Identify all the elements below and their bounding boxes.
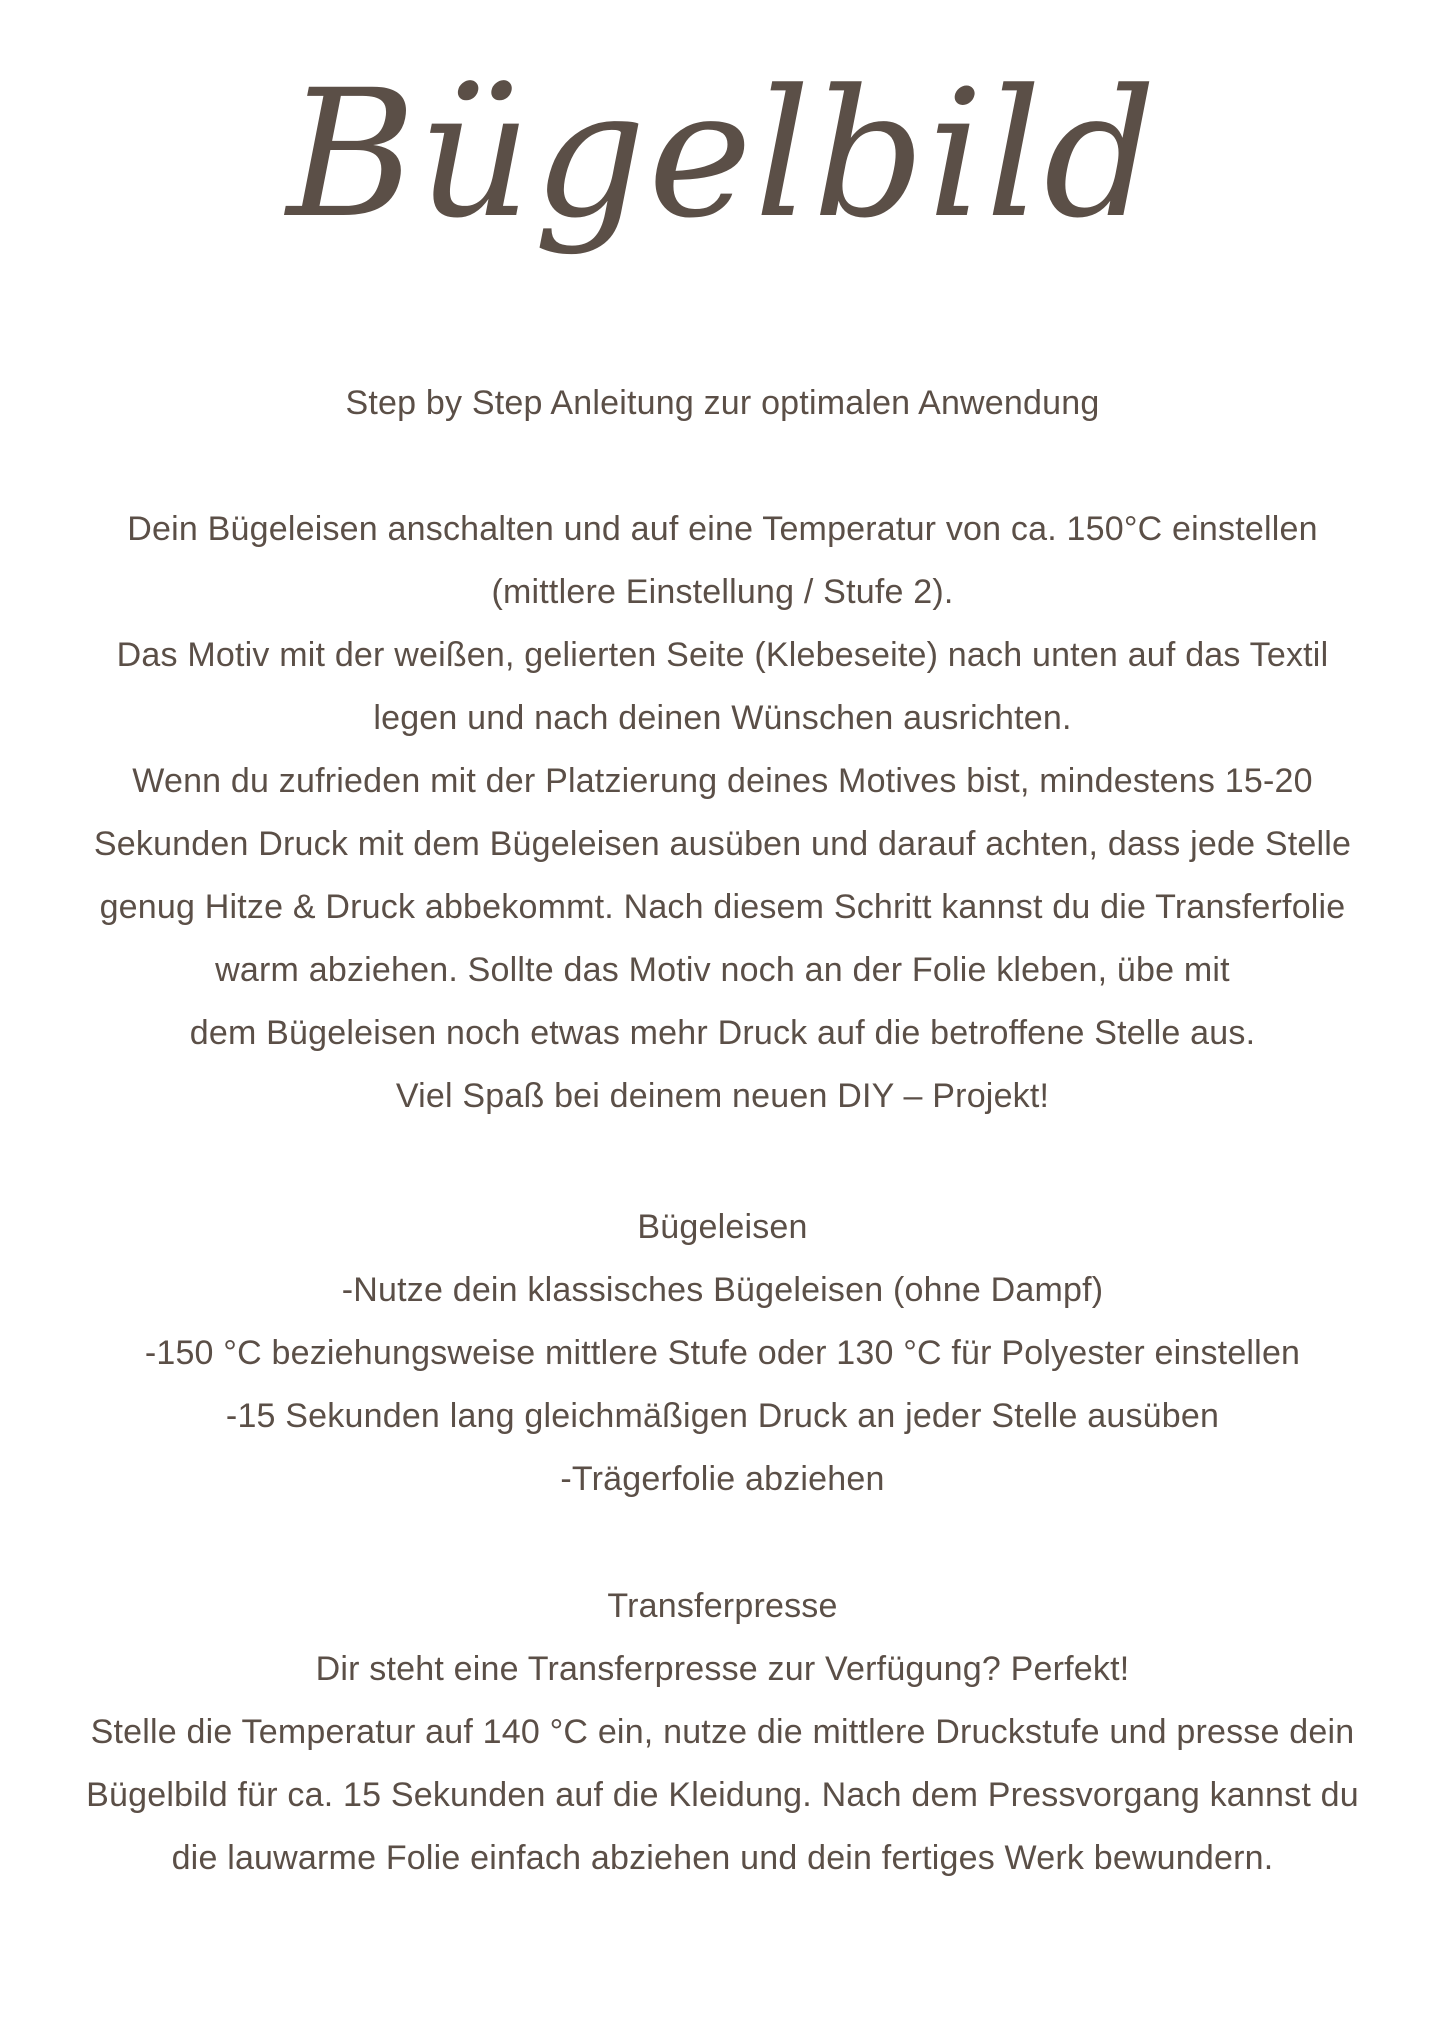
iron-section	[80, 1196, 1365, 1511]
press-line: Bügelbild für ca. 15 Sekunden auf die Kleidung. Nach dem Pressvorgang kannst du	[86, 1776, 1359, 1814]
iron-line: -15 Sekunden lang gleichmäßigen Druck an jeder Stelle ausüben	[225, 1397, 1220, 1435]
intro-line: (mittlere Einstellung / Stufe 2).	[491, 573, 954, 611]
subtitle	[80, 372, 1365, 435]
intro-paragraph	[80, 498, 1365, 1128]
intro-line: Wenn du zufrieden mit der Platzierung deines Motives bist, mindestens 15-20	[132, 762, 1313, 800]
page-title: Bügelbild	[286, 52, 1159, 257]
iron-line: -150 °C beziehungsweise mittlere Stufe oder 130 °C für Polyester einstellen	[144, 1334, 1301, 1372]
intro-line: warm abziehen. Sollte das Motiv noch an der Folie kleben, übe mit	[215, 951, 1230, 989]
iron-heading: Bügeleisen	[637, 1208, 808, 1246]
intro-line: legen und nach deinen Wünschen ausrichten.	[373, 699, 1072, 737]
intro-line: Das Motiv mit der weißen, gelierten Seite (Klebeseite) nach unten auf das Textil	[116, 636, 1329, 674]
press-section	[80, 1575, 1365, 1890]
intro-line: Sekunden Druck mit dem Bügeleisen ausüben und darauf achten, dass jede Stelle	[93, 825, 1352, 863]
subtitle-text: Step by Step Anleitung zur optimalen Anwendung	[345, 384, 1100, 422]
intro-line: Viel Spaß bei deinem neuen DIY – Projekt!	[395, 1077, 1050, 1115]
press-line: Dir steht eine Transferpresse zur Verfügung? Perfekt!	[315, 1650, 1130, 1688]
press-heading: Transferpresse	[607, 1587, 838, 1625]
iron-line: -Trägerfolie abziehen	[560, 1460, 885, 1498]
press-line: Stelle die Temperatur auf 140 °C ein, nutze die mittlere Druckstufe und presse dein	[90, 1713, 1355, 1751]
intro-line: dem Bügeleisen noch etwas mehr Druck auf die betroffene Stelle aus.	[189, 1014, 1256, 1052]
iron-line: -Nutze dein klassisches Bügeleisen (ohne Dampf)	[341, 1271, 1104, 1309]
press-line: die lauwarme Folie einfach abziehen und dein fertiges Werk bewundern.	[171, 1839, 1274, 1877]
intro-line: Dein Bügeleisen anschalten und auf eine Temperatur von ca. 150°C einstellen	[127, 510, 1318, 548]
intro-line: genug Hitze & Druck abbekommt. Nach diesem Schritt kannst du die Transferfolie	[99, 888, 1346, 926]
